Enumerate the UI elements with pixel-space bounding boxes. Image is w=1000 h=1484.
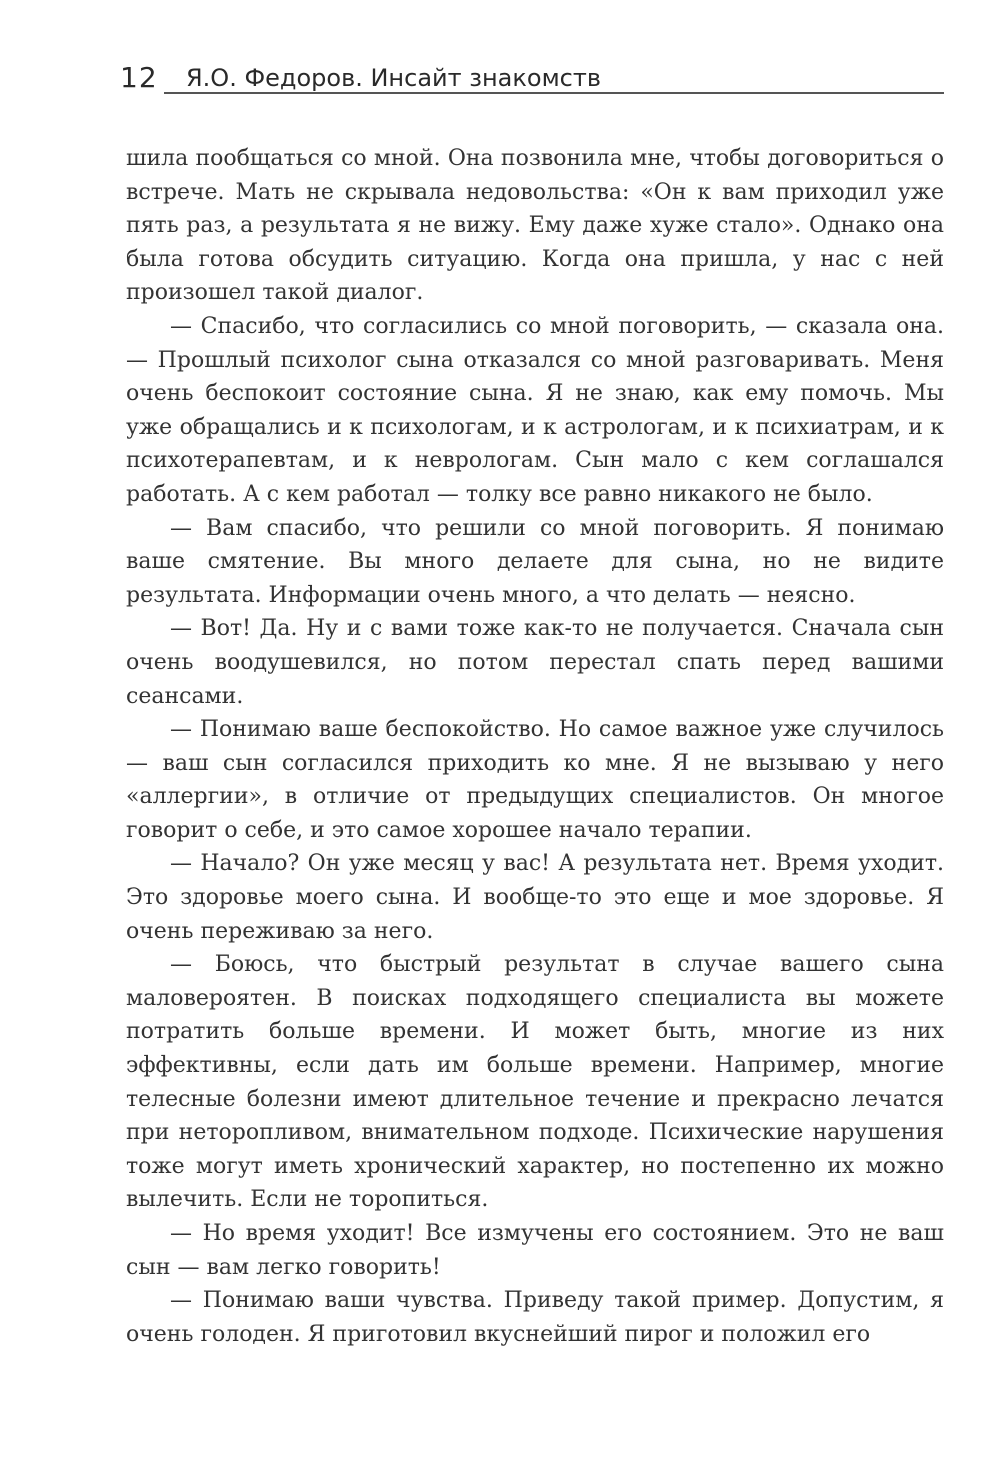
page-number: 12 bbox=[120, 61, 158, 94]
paragraph-dialogue: — Начало? Он уже месяц у вас! А результата нет. Время уходит. Это здоровье моего сына. И вообще-то это еще и мое здоровье. Я очень переживаю за него. bbox=[126, 851, 944, 944]
running-head-title: Я.О. Федоров. Инсайт знакомств bbox=[186, 64, 601, 92]
paragraph-dialogue: — Но время уходит! Все измучены его состоянием. Это не ваш сын — вам легко говорить! bbox=[126, 1221, 944, 1280]
paragraph-dialogue: — Вот! Да. Ну и с вами тоже как-то не получается. Сначала сын очень воодушевился, но потом перестал спать перед вашими сеансами. bbox=[126, 616, 944, 709]
paragraph-dialogue: — Понимаю ваше беспокойство. Но самое важное уже случилось — ваш сын согласился приходить ко мне. Я не вызываю у него «аллергии», в отличие от предыдущих специалистов. Он многое говорит о себе, и это самое хорошее начало терапии. bbox=[126, 717, 944, 843]
paragraph-dialogue: — Спасибо, что согласились со мной поговорить, — сказала она. — Прошлый психолог сына отказался со мной разговаривать. Меня очень беспокоит состояние сына. Я не знаю, как ему помочь. Мы уже обращались и к психологам, и к астрологам, и к психиатрам, и к психотерапевтам, и к неврологам. Сын мало с кем соглашался работать. А с кем работал — толку все равно никакого не было. bbox=[126, 313, 944, 507]
body-text bbox=[126, 142, 944, 1351]
paragraph-dialogue: — Вам спасибо, что решили со мной поговорить. Я понимаю ваше смятение. Вы много делаете для сына, но не видите результата. Информации очень много, а что делать — неясно. bbox=[126, 515, 944, 608]
paragraph-dialogue: — Понимаю ваши чувства. Приведу такой пример. Допустим, я очень голоден. Я приготовил вкуснейший пирог и положил его bbox=[126, 1288, 944, 1347]
paragraph-dialogue: — Боюсь, что быстрый результат в случае вашего сына маловероятен. В поисках подходящего специалиста вы можете потратить больше времени. И может быть, многие из них эффективны, если дать им больше времени. Например, многие телесные болезни имеют длительное течение и прекрасно лечатся при неторопливом, внимательном подходе. Психические нарушения тоже могут иметь хронический характер, но постепенно их можно вылечить. Если не торопиться. bbox=[126, 952, 944, 1213]
paragraph-continued: шила пообщаться со мной. Она позвонила мне, чтобы договориться о встрече. Мать не скрывала недовольства: «Он к вам приходил уже пять раз, а результата я не вижу. Ему даже хуже стало». Однако она была готова обсудить ситуацию. Когда она пришла, у нас с ней произошел такой диалог. bbox=[126, 146, 944, 306]
running-head bbox=[120, 58, 944, 98]
